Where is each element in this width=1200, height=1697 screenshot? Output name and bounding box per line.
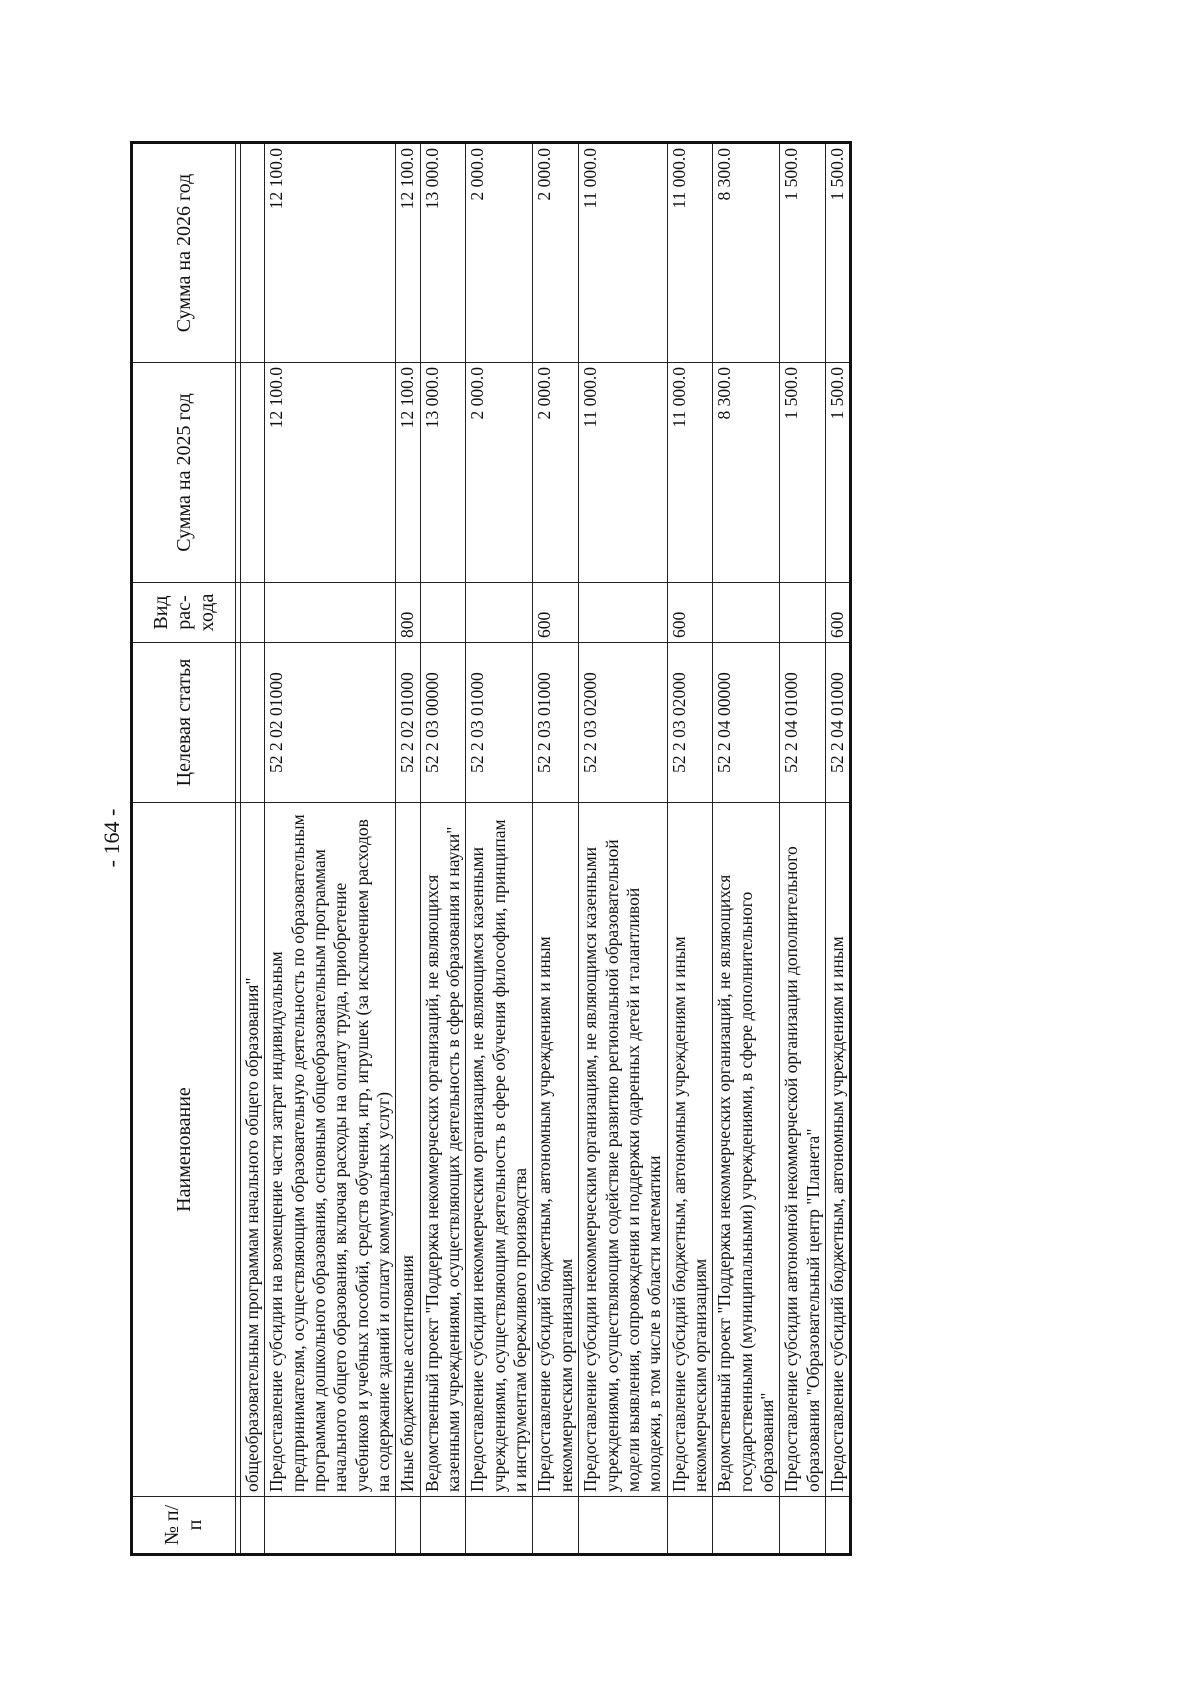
cell-target: 52 2 03 01000 [466, 643, 533, 803]
cell-kind: 600 [533, 583, 579, 643]
table-row [396, 143, 420, 1555]
cell-sum-2026: 11 000.0 [579, 143, 667, 363]
header-row [132, 143, 236, 1555]
cell-sum-2025: 12 100.0 [396, 363, 420, 583]
cell-name: общеобразовательным программам начального общего образования" [241, 803, 265, 1497]
cell-num [466, 1497, 533, 1555]
cell-num [396, 1497, 420, 1555]
rotated-page [130, 144, 1050, 1556]
cell-num [241, 1497, 265, 1555]
cell-target: 52 2 02 01000 [396, 643, 420, 803]
cell-sum-2025: 11 000.0 [579, 363, 667, 583]
cell-sum-2025: 1 500.0 [825, 363, 850, 583]
cell-target: 52 2 03 02000 [579, 643, 667, 803]
header-sum-2026: Сумма на 2026 год [132, 143, 236, 363]
cell-kind [780, 583, 826, 643]
cell-target: 52 2 03 00000 [420, 643, 466, 803]
cell-name: Ведомственный проект "Поддержка некоммерческих организаций, не являющихся государственными (муниципальными) учреждениями, в сфере дополнительного образования" [713, 803, 780, 1497]
cell-sum-2026: 8 300.0 [713, 143, 780, 363]
cell-name: Предоставление субсидий бюджетным, автономным учреждениям и иным [825, 803, 850, 1497]
table-row [241, 143, 265, 1555]
cell-sum-2026: 1 500.0 [780, 143, 826, 363]
cell-sum-2025: 8 300.0 [713, 363, 780, 583]
table-row [533, 143, 579, 1555]
cell-num [533, 1497, 579, 1555]
cell-sum-2026: 1 500.0 [825, 143, 850, 363]
page-number: - 164 - [99, 808, 124, 868]
cell-sum-2026: 13 000.0 [420, 143, 466, 363]
cell-kind [713, 583, 780, 643]
cell-target: 52 2 03 02000 [667, 643, 713, 803]
table-row [667, 143, 713, 1555]
cell-name: Ведомственный проект "Поддержка некоммерческих организаций, не являющихся казенными учреждениями, осуществляющих деятельность в сфере образования и науки" [420, 803, 466, 1497]
header-num: № п/п [132, 1497, 236, 1555]
cell-sum-2025 [241, 363, 265, 583]
header-name: Наименование [132, 803, 236, 1497]
cell-name: Предоставление субсидии автономной некоммерческой организации дополнительного образования "Образовательный центр "Планета" [780, 803, 826, 1497]
cell-sum-2026: 2 000.0 [533, 143, 579, 363]
cell-target: 52 2 04 01000 [825, 643, 850, 803]
cell-sum-2026: 2 000.0 [466, 143, 533, 363]
cell-num [825, 1497, 850, 1555]
cell-sum-2026: 12 100.0 [396, 143, 420, 363]
cell-kind [265, 583, 396, 643]
cell-name: Предоставление субсидий бюджетным, автономным учреждениям и иным некоммерческим организациям [667, 803, 713, 1497]
cell-target: 52 2 03 01000 [533, 643, 579, 803]
cell-target: 52 2 02 01000 [265, 643, 396, 803]
cell-target: 52 2 04 00000 [713, 643, 780, 803]
cell-num [713, 1497, 780, 1555]
table-row [265, 143, 396, 1555]
cell-kind: 600 [825, 583, 850, 643]
header-target: Целевая статья [132, 643, 236, 803]
table-row [825, 143, 850, 1555]
table-row [420, 143, 466, 1555]
cell-name: Предоставление субсидии на возмещение части затрат индивидуальным предпринимателям, осуществляющим образовательную деятельность по образовательным программам дошкольного образования, основным общеобразовательным программам начального общего образования, включая расходы на оплату труда, приобретение учебников и учебных пособий, средств обучения, игр, игрушек (за исключением расходов на содержание зданий и оплату коммунальных услуг) [265, 803, 396, 1497]
cell-num [667, 1497, 713, 1555]
cell-num [780, 1497, 826, 1555]
header-kind: Вид рас-хода [132, 583, 236, 643]
cell-kind: 600 [667, 583, 713, 643]
cell-num [420, 1497, 466, 1555]
cell-kind: 800 [396, 583, 420, 643]
cell-kind [466, 583, 533, 643]
header-sum-2025: Сумма на 2025 год [132, 363, 236, 583]
table-row [713, 143, 780, 1555]
cell-num [579, 1497, 667, 1555]
cell-sum-2025: 11 000.0 [667, 363, 713, 583]
budget-table [130, 141, 852, 1556]
table-row [780, 143, 826, 1555]
cell-name: Предоставление субсидии некоммерческим организациям, не являющимся казенными учреждениями, осуществляющим деятельность в сфере обучения философии, принципам и инструментам бережливого производства [466, 803, 533, 1497]
cell-sum-2025: 2 000.0 [533, 363, 579, 583]
table-row [466, 143, 533, 1555]
cell-sum-2026: 12 100.0 [265, 143, 396, 363]
cell-sum-2025: 1 500.0 [780, 363, 826, 583]
cell-name: Иные бюджетные ассигнования [396, 803, 420, 1497]
cell-target: 52 2 04 01000 [780, 643, 826, 803]
cell-sum-2025: 2 000.0 [466, 363, 533, 583]
table-row [579, 143, 667, 1555]
cell-name: Предоставление субсидии некоммерческим организациям, не являющимся казенными учреждениями, осуществляющим содействие развитию региональной образовательной модели выявления, сопровождения и поддержки одаренных детей и талантливой молодежи, в том числе в области математики [579, 803, 667, 1497]
cell-num [265, 1497, 396, 1555]
cell-sum-2026: 11 000.0 [667, 143, 713, 363]
cell-name: Предоставление субсидий бюджетным, автономным учреждениям и иным некоммерческим организациям [533, 803, 579, 1497]
cell-kind [420, 583, 466, 643]
cell-target [241, 643, 265, 803]
cell-kind [579, 583, 667, 643]
cell-sum-2025: 13 000.0 [420, 363, 466, 583]
cell-sum-2026 [241, 143, 265, 363]
cell-sum-2025: 12 100.0 [265, 363, 396, 583]
cell-kind [241, 583, 265, 643]
